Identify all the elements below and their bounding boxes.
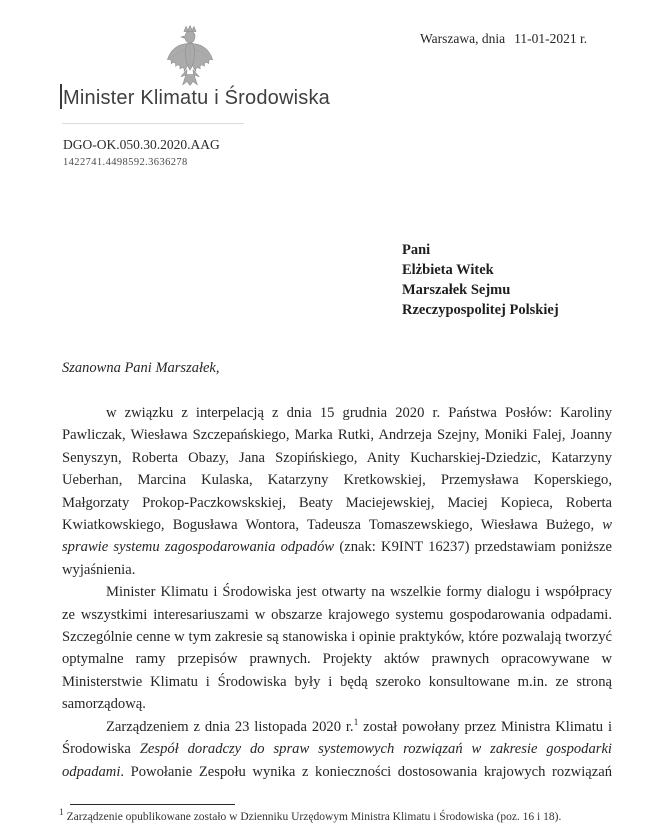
- reference-number: DGO-OK.050.30.2020.AAG: [63, 137, 220, 152]
- body-paragraph-1: [62, 402, 612, 581]
- paragraph-text-italic: w sprawie systemu zagospodarowania odpadów: [62, 517, 612, 556]
- addressee-block: [402, 240, 559, 320]
- sender-title: Minister Klimatu i Środowiska: [63, 87, 330, 109]
- text-cursor-artifact: [60, 84, 62, 109]
- salutation: Szanowna Pani Marszałek,: [62, 360, 220, 376]
- footnote-reference: 1: [353, 717, 359, 728]
- letterhead-divider: [62, 123, 244, 124]
- paragraph-text-italic: Zespół doradczy do spraw systemowych rozwiązań w zakresie gospodarki odpadami: [62, 741, 612, 780]
- place-date-line: [420, 31, 587, 47]
- paragraph-text: . Powołanie Zespołu wynika z konieczności dostosowania krajowych rozwiązań: [120, 763, 612, 780]
- document-id: 1422741.4498592.3636278: [63, 157, 188, 168]
- paragraph-text: w związku z interpelacją z dnia 15 grudnia 2020 r. Państwa Posłów: Karoliny Pawliczak, Wiesława Szczepańskiego, Marka Rutki, Andrzeja Szejny, Moniki Falej, Joanny Senyszyn, Roberta Obazy, Jana Szopińskiego, Anity Kucharskiej-Dziedzic, Katarzyny Ueberhan, Marcina Kulaska, Katarzyny Kretkowskiej, Przemysława Koperskiego, Małgorzaty Prokop-Paczkowskskiej, Beaty Maciejewskiej, Maciej Kopieca, Roberta Kwiatkowskiego, Bogusława Wontora, Tadeusza Tomaszewskiego, Wiesława Bużego,: [62, 405, 612, 534]
- addressee-line-title: Marszałek Sejmu: [402, 282, 511, 298]
- letter-body: [62, 402, 612, 783]
- polish-eagle-emblem: [164, 23, 216, 87]
- body-paragraph-3: [62, 716, 612, 783]
- footnote: [59, 808, 617, 823]
- footnote-separator: [70, 804, 235, 805]
- sender-title-row: [60, 84, 330, 110]
- place-date-label: Warszawa, dnia: [420, 31, 506, 46]
- footnote-marker: 1: [59, 808, 64, 819]
- addressee-line-institution: Rzeczypospolitej Polskiej: [402, 302, 559, 318]
- addressee-line-honorific: Pani: [402, 242, 431, 258]
- paragraph-text: Zarządzeniem z dnia 23 listopada 2020 r.: [106, 718, 354, 735]
- eagle-icon: [164, 23, 216, 87]
- date-value: 11-01-2021 r.: [514, 31, 588, 46]
- footnote-text: Zarządzenie opublikowane zostało w Dzienniku Urzędowym Ministra Klimatu i Środowiska (poz. 16 i 18).: [63, 811, 562, 823]
- body-paragraph-2: [62, 581, 612, 715]
- addressee-line-name: Elżbieta Witek: [402, 262, 494, 278]
- paragraph-text: Minister Klimatu i Środowiska jest otwarty na wszelkie formy dialogu i współpracy ze wszystkimi interesariuszami w obszarze krajowego systemu gospodarowania odpadami. Szczególnie cenne w tym zakresie są stanowiska i opinie praktyków, które pozwalają tworzyć optymalne ramy przepisów prawnych. Projekty aktów prawnych opracowywane w Ministerstwie Klimatu i Środowiska były i będą szeroko konsultowane m.in. ze stroną samorządową.: [62, 584, 612, 713]
- paragraph-text: (znak: K9INT 16237) przedstawiam poniższe wyjaśnienia.: [62, 539, 612, 578]
- paragraph-text: został powołany przez Ministra Klimatu i Środowiska: [62, 718, 612, 758]
